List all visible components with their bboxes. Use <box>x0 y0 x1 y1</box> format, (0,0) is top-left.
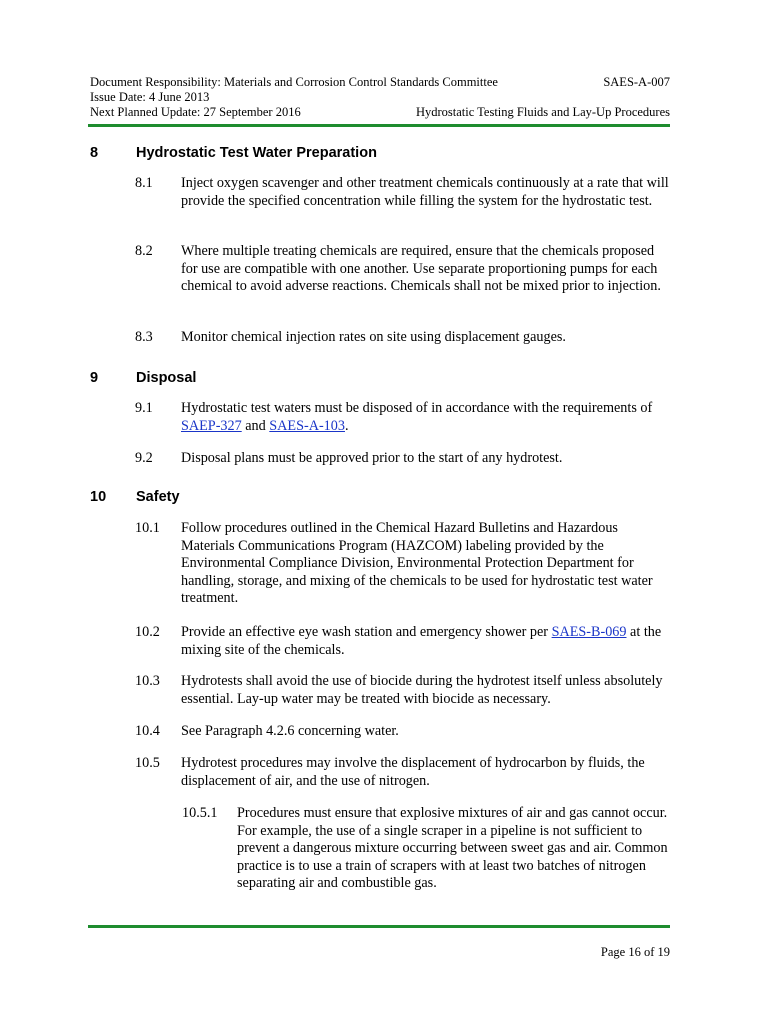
paragraph-number: 10.4 <box>135 723 160 739</box>
paragraph-text: Disposal plans must be approved prior to the start of any hydrotest. <box>181 450 563 466</box>
paragraph-text: Inject oxygen scavenger and other treatment chemicals continuously at a rate that will provide the specified concentration while filling the system for the hydrostatic test. <box>181 175 669 209</box>
text-segment: at the mixing site of the chemicals. <box>181 624 662 658</box>
paragraph-number: 10.3 <box>135 673 160 689</box>
text-segment: and <box>241 417 270 434</box>
paragraph-text: Hydrotest procedures may involve the displacement of hydrocarbon by fluids, the displacement of air, and the use of nitrogen. <box>181 755 645 789</box>
section-number: 8 <box>90 145 99 161</box>
text-segment: Hydrostatic test waters must be disposed of in accordance with the requirements of <box>181 400 653 416</box>
section-number: 10 <box>90 489 107 505</box>
document-title: Hydrostatic Testing Fluids and Lay-Up Procedures <box>415 105 670 119</box>
section-title: Hydrostatic Test Water Preparation <box>136 145 377 161</box>
paragraph-number: 10.1 <box>135 520 160 536</box>
saes-a-103-link[interactable]: SAES-A-103 <box>269 417 345 434</box>
paragraph-text: Where multiple treating chemicals are required, ensure that the chemicals proposed for use are compatible with one another. Use separate proportioning pumps for each chemical to avoid adverse reactions. Chemicals shall not be mixed prior to injection. <box>181 243 661 294</box>
paragraph-text: Procedures must ensure that explosive mixtures of air and gas cannot occur. For example, the use of a single scraper in a pipeline is not sufficient to prevent a dangerous mixture occurring between sweet gas and air. Common practice is to use a train of scrapers with at least two batches of nitrogen separating air and combustible gas. <box>237 805 668 891</box>
text-segment: Provide an effective eye wash station and emergency shower per <box>181 624 552 640</box>
paragraph-number: 8.3 <box>135 329 153 345</box>
saes-b-069-link[interactable]: SAES-B-069 <box>551 624 627 640</box>
paragraph-number: 10.2 <box>135 624 160 640</box>
footer-rule <box>88 925 670 928</box>
paragraph-text <box>181 400 673 435</box>
paragraph-number: 9.1 <box>135 400 153 416</box>
paragraph-text <box>181 624 673 659</box>
paragraph-text: Monitor chemical injection rates on site using displacement gauges. <box>181 329 566 345</box>
paragraph-number: 8.1 <box>135 175 153 191</box>
next-planned-update: Next Planned Update: 27 September 2016 <box>90 105 301 119</box>
text-segment: . <box>344 417 349 434</box>
page-number: Page 16 of 19 <box>600 945 670 959</box>
saep-327-link[interactable]: SAEP-327 <box>181 417 242 434</box>
paragraph-number: 9.2 <box>135 450 153 466</box>
paragraph-text: See Paragraph 4.2.6 concerning water. <box>181 723 399 739</box>
section-number: 9 <box>90 370 99 386</box>
paragraph-number: 10.5 <box>135 755 160 771</box>
section-title: Disposal <box>136 370 197 386</box>
paragraph-number: 10.5.1 <box>182 805 218 821</box>
page-header <box>90 75 670 120</box>
document-id: SAES-A-007 <box>603 75 670 89</box>
section-title: Safety <box>136 489 180 505</box>
paragraph-text: Hydrotests shall avoid the use of biocide during the hydrotest itself unless absolutely essential. Lay-up water may be treated with biocide as necessary. <box>181 673 663 707</box>
header-rule <box>88 124 670 127</box>
paragraph-number: 8.2 <box>135 243 153 259</box>
paragraph-text: Follow procedures outlined in the Chemical Hazard Bulletins and Hazardous Materials Communications Program (HAZCOM) labeling provided by the Environmental Compliance Division, Environmental Protection Department for handling, storage, and mixing of the chemicals to be used for hydrostatic test water treatment. <box>181 520 653 606</box>
issue-date: Issue Date: 4 June 2013 <box>90 90 210 104</box>
document-responsibility: Document Responsibility: Materials and Corrosion Control Standards Committee <box>90 75 498 89</box>
